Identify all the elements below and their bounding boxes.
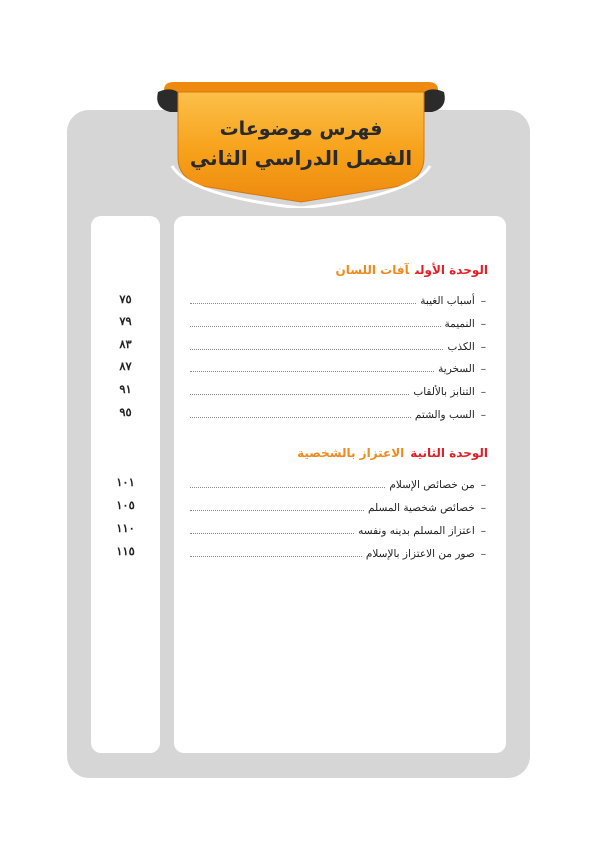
entry-dash: – [480,386,486,398]
unit-name: آفات اللسان [335,263,410,277]
leader-dots [190,486,385,488]
entry-title: أسباب الغيبة [420,295,475,307]
unit-heading-2 [297,446,488,460]
page-number: ٨٣ [119,337,132,351]
entry-dash: – [480,409,486,421]
entry-title: الكذب [447,341,475,353]
entry-title: اعتزاز المسلم بدينه ونفسه [358,525,475,537]
entry-dash: – [480,525,486,537]
toc-entry[interactable] [190,314,486,330]
leader-dots [190,555,362,557]
toc-entry[interactable] [190,405,486,421]
toc-entry[interactable] [190,359,486,375]
entry-dash: – [480,479,486,491]
page-number: ١١٥ [116,544,135,558]
leader-dots [190,302,416,304]
toc-entry[interactable] [190,544,486,560]
index-title-line1: فهرس موضوعات [219,118,383,140]
unit-label: الوحدة الأولى [415,263,488,277]
leader-dots [190,325,441,327]
leader-dots [190,370,434,372]
leader-dots [190,393,409,395]
toc-entry[interactable] [190,382,486,398]
toc-entry[interactable] [190,521,486,537]
title-banner [150,78,452,208]
entry-title: خصائص شخصية المسلم [367,502,475,514]
entry-title: من خصائص الإسلام [389,479,475,491]
entry-dash: – [480,318,486,330]
toc-entry[interactable] [190,291,486,307]
leader-dots [190,509,364,511]
entry-title: السب والشتم [414,409,475,421]
entry-title: صور من الاعتزاز بالإسلام [365,548,475,560]
page-number: ٨٧ [119,359,132,373]
leader-dots [190,416,411,418]
leader-dots [190,532,354,534]
toc-entry[interactable] [190,475,486,491]
unit-heading-1 [336,263,489,277]
entry-dash: – [480,295,486,307]
entry-title: السخرية [438,363,475,375]
index-title-line2: الفصل الدراسي الثاني [189,146,413,170]
page-number: ٧٥ [119,292,132,306]
entry-dash: – [480,502,486,514]
page-number: ٩١ [119,382,132,396]
leader-dots [190,348,443,350]
page-number: ١٠١ [116,475,135,489]
entry-title: التنابز بالألقاب [413,386,475,398]
page-number: ١١٠ [116,521,135,535]
entry-dash: – [480,548,486,560]
entry-dash: – [480,341,486,353]
toc-entry[interactable] [190,498,486,514]
entry-dash: – [480,363,486,375]
unit-label: الوحدة الثانية [410,446,488,460]
toc-entry[interactable] [190,337,486,353]
page-number: ٧٩ [119,314,132,328]
page-number: ٩٥ [119,405,132,419]
page-number: ١٠٥ [116,498,135,512]
unit-name: الاعتزاز بالشخصية [297,446,405,460]
entry-title: النميمة [444,318,475,330]
